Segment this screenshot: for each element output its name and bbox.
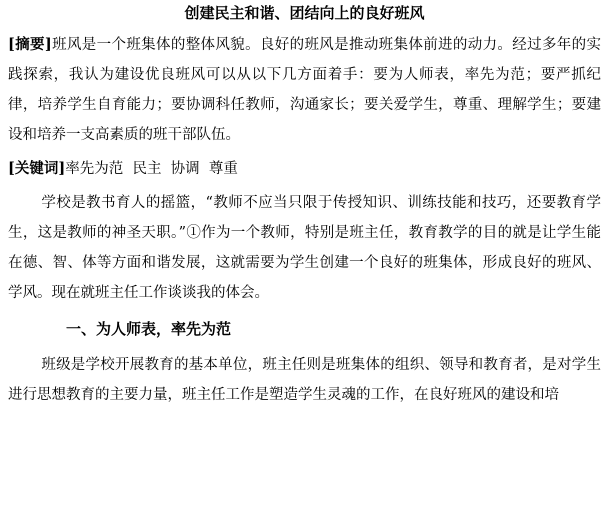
- keywords-text: 率先为范 民主 协调 尊重: [65, 161, 238, 177]
- keywords-paragraph: [8, 154, 601, 184]
- section-heading: 一、为人师表，率先为范: [66, 320, 232, 338]
- abstract-text: 班风是一个班集体的整体风貌。良好的班风是推动班集体前进的动力。经过多年的实践探索，我认为建设优良班风可以从以下几方面着手：要为人师表，率先为范；要严抓纪律，培养学生自育能力；要协调科任教师，沟通家长；要关爱学生，尊重、理解学生；要建设和培养一支高素质的班干部队伍。: [8, 37, 601, 143]
- abstract-tag: [摘要]: [8, 36, 52, 53]
- intro-paragraph: 学校是教书育人的摇篮，“教师不应当只限于传授知识、训练技能和技巧，还要教育学生，这是教师的神圣天职。”①作为一个教师，特别是班主任，教育教学的目的就是让学生能在德、智、体等方面和谐发展，这就需要为学生创建一个良好的班集体，形成良好的班风、学风。现在就班主任工作谈谈我的体会。: [8, 195, 601, 301]
- document-title: 创建民主和谐、团结向上的良好班风: [184, 4, 425, 22]
- section-paragraph: 班级是学校开展教育的基本单位，班主任则是班集体的组织、领导和教育者，是对学生进行思想教育的主要力量，班主任工作是塑造学生灵魂的工作，在良好班风的建设和培: [8, 357, 601, 403]
- abstract-paragraph: [8, 30, 601, 150]
- keywords-tag: [关键词]: [8, 160, 66, 177]
